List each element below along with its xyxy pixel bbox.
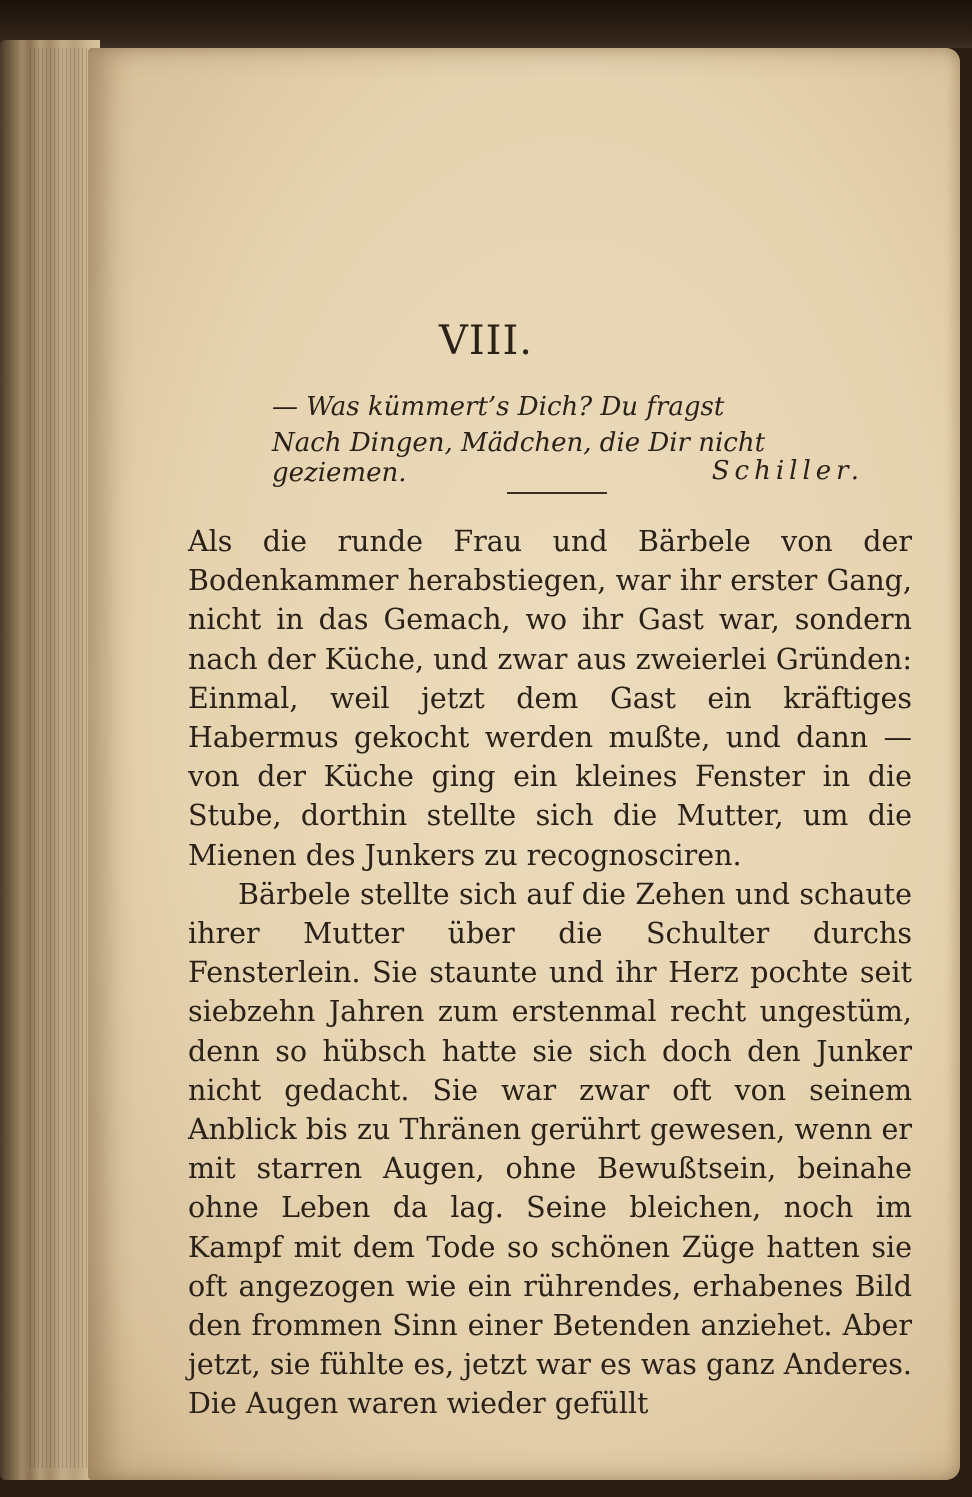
body-text xyxy=(188,522,912,1424)
epigraph-attribution: Schiller. xyxy=(711,456,864,486)
paragraph: Als die runde Frau und Bärbele von der Bodenkammer herabstiegen, war ihr erster Gang, nicht in das Gemach, wo ihr Gast war, sondern nach der Küche, und zwar aus zweierlei Gründen: Einmal, weil jetzt dem Gast ein kräftiges Habermus gekocht werden mußte, und dann — von der Küche ging ein kleines Fenster in die Stube, dorthin stellte sich die Mutter, um die Mienen des Junkers zu recognosciren. xyxy=(188,525,912,872)
epigraph-line-2: Nach Dingen, Mädchen, die Dir nicht geziemen. xyxy=(272,428,766,488)
paragraph: Bärbele stellte sich auf die Zehen und schaute ihrer Mutter über die Schulter durchs Fensterlein. Sie staunte und ihr Herz pochte seit siebzehn Jahren zum erstenmal recht ungestüm, denn so hübsch hatte sie sich doch den Junker nicht gedacht. Sie war zwar oft von seinem Anblick bis zu Thränen gerührt gewesen, wenn er mit starren Augen, ohne Bewußtsein, beinahe ohne Leben da lag. Seine bleichen, noch im Kampf mit dem Tode so schönen Züge hatten sie oft angezogen wie ein rührendes, erhabenes Bild den frommen Sinn einer Betenden anziehet. Aber jetzt, sie fühlte es, jetzt war es was ganz Anderes. Die Augen waren wieder gefüllt xyxy=(188,877,912,1421)
section-divider xyxy=(507,492,607,494)
chapter-heading: VIII. xyxy=(438,318,533,364)
epigraph-line-1: — Was kümmert’s Dich? Du fragst xyxy=(272,392,725,422)
scan-top-edge xyxy=(0,0,972,48)
